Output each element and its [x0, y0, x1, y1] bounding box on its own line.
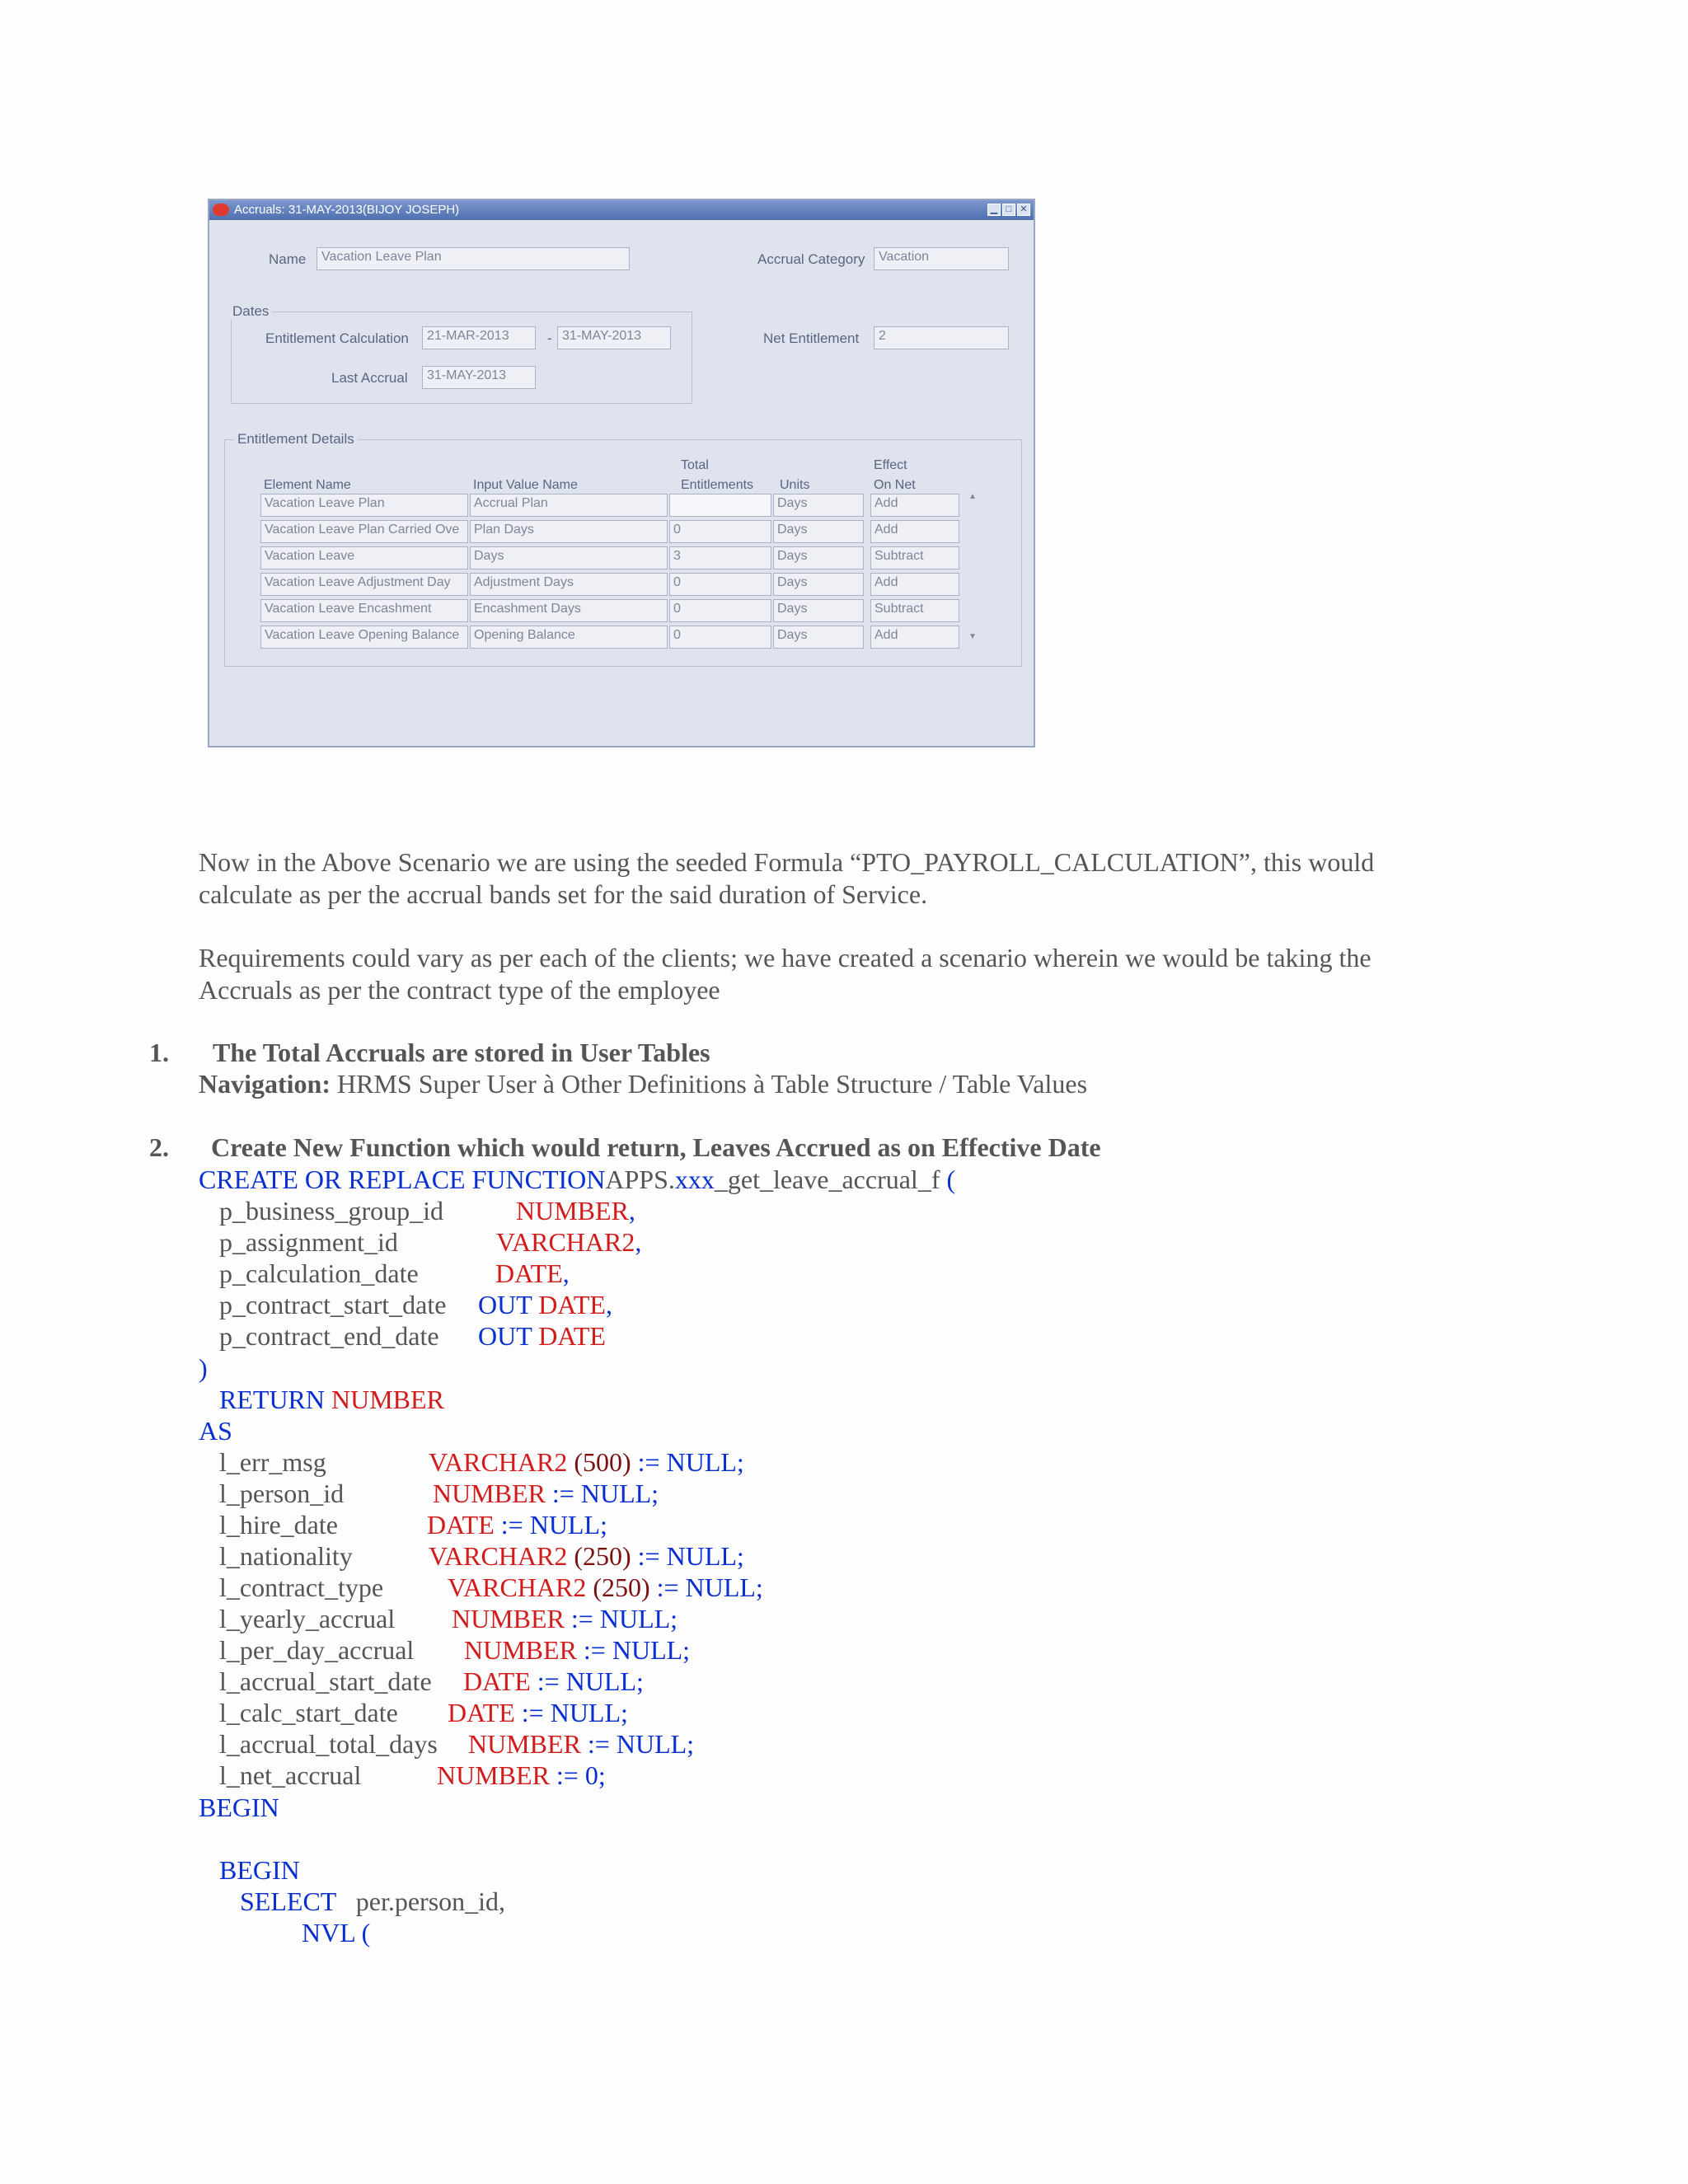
window-titlebar	[209, 200, 1034, 220]
variable-name: l_yearly_accrual	[219, 1604, 396, 1633]
table-scrollbar[interactable]	[961, 492, 984, 645]
variable-initializer: := NULL;	[564, 1604, 678, 1633]
column-header-effect-line2: On Net	[874, 478, 916, 492]
variable-type-line	[464, 1634, 690, 1666]
net-entitlement-field[interactable]: 2	[874, 326, 1009, 349]
cell-element-name[interactable]: Vacation Leave Opening Balance	[260, 626, 468, 649]
select-column: per.person_id,	[355, 1886, 506, 1916]
variable-name: l_nationality	[219, 1541, 353, 1571]
variable-initializer: := NULL;	[580, 1729, 695, 1759]
param-separator: ,	[562, 1258, 570, 1288]
variable-type-line	[437, 1760, 606, 1792]
cell-element-name[interactable]: Vacation Leave	[260, 546, 468, 569]
minimize-icon[interactable]: ▁	[987, 204, 1001, 216]
cell-units[interactable]: Days	[773, 599, 864, 622]
variable-name: l_person_id	[219, 1479, 345, 1508]
navigation-label: Navigation:	[199, 1069, 331, 1099]
requirements-paragraph	[199, 942, 1484, 1006]
cell-total-entitlements[interactable]: 0	[669, 520, 771, 543]
close-paren: )	[199, 1353, 208, 1383]
column-header-total-line1: Total	[681, 458, 709, 472]
maximize-icon[interactable]: □	[1002, 204, 1015, 216]
cell-input-value-name[interactable]: Accrual Plan	[470, 494, 668, 517]
cell-element-name[interactable]: Vacation Leave Encashment	[260, 599, 468, 622]
net-entitlement-label: Net Entitlement	[763, 330, 860, 346]
param-separator: ,	[635, 1227, 642, 1257]
variable-initializer: := NULL;	[514, 1698, 628, 1727]
select-keyword: SELECT	[240, 1886, 336, 1916]
begin-keyword-outer: BEGIN	[199, 1793, 279, 1822]
nvl-function: NVL (	[302, 1918, 371, 1947]
param-type-line	[478, 1320, 606, 1352]
cell-input-value-name[interactable]: Opening Balance	[470, 626, 668, 649]
variable-type-line	[452, 1603, 678, 1635]
begin-keyword-inner: BEGIN	[219, 1855, 300, 1885]
variable-type: DATE	[463, 1666, 531, 1696]
entitlement-to-date-field[interactable]: 31-MAY-2013	[557, 326, 671, 349]
variable-size: (250)	[574, 1541, 631, 1571]
cell-total-entitlements[interactable]: 0	[669, 626, 771, 649]
variable-type: NUMBER	[437, 1760, 550, 1790]
variable-name: l_calc_start_date	[219, 1698, 398, 1727]
navigation-path: HRMS Super User à Other Definitions à Table Structure / Table Values	[331, 1069, 1088, 1099]
cell-effect-on-net[interactable]: Add	[870, 520, 959, 543]
function-name-suffix: _get_leave_accrual_f	[714, 1165, 947, 1194]
column-header-effect-line1: Effect	[874, 458, 907, 472]
cell-total-entitlements[interactable]: 3	[669, 546, 771, 569]
code-create-line	[199, 1164, 955, 1196]
column-header-element-name: Element Name	[264, 478, 351, 492]
return-keyword: RETURN	[219, 1385, 325, 1414]
param-type: DATE	[495, 1258, 563, 1288]
cell-units[interactable]: Days	[773, 573, 864, 596]
param-type-line	[478, 1289, 612, 1321]
window-title: Accruals: 31-MAY-2013(BIJOY JOSEPH)	[234, 203, 460, 217]
param-out-keyword: OUT	[478, 1290, 539, 1319]
variable-initializer: := NULL;	[649, 1572, 763, 1602]
param-name: p_assignment_id	[219, 1227, 398, 1257]
cell-units[interactable]: Days	[773, 520, 864, 543]
item1-heading: The Total Accruals are stored in User Tables	[213, 1038, 710, 1067]
navigation-line	[199, 1068, 1087, 1100]
param-name: p_contract_end_date	[219, 1321, 439, 1351]
requirements-paragraph-line1: Requirements could vary as per each of the clients; we have created a scenario wherein we would be taking the	[199, 943, 1372, 972]
variable-type: NUMBER	[468, 1729, 581, 1759]
variable-initializer: := NULL;	[576, 1635, 691, 1665]
cell-units[interactable]: Days	[773, 626, 864, 649]
cell-total-entitlements[interactable]: 0	[669, 599, 771, 622]
param-type: VARCHAR2	[496, 1227, 635, 1257]
variable-name: l_hire_date	[219, 1510, 338, 1540]
cell-effect-on-net[interactable]: Subtract	[870, 546, 959, 569]
variable-type: VARCHAR2	[429, 1447, 568, 1477]
variable-type: NUMBER	[464, 1635, 577, 1665]
item2-heading: Create New Function which would return, Leaves Accrued as on Effective Date	[211, 1132, 1101, 1162]
last-accrual-label: Last Accrual	[331, 370, 408, 386]
date-range-separator: -	[547, 330, 552, 346]
param-type-line	[495, 1258, 570, 1290]
cell-input-value-name[interactable]: Adjustment Days	[470, 573, 668, 596]
param-type: NUMBER	[516, 1196, 629, 1226]
variable-type-line	[448, 1697, 628, 1729]
return-type: NUMBER	[331, 1385, 444, 1414]
variable-type: DATE	[448, 1698, 515, 1727]
variable-name: l_accrual_total_days	[219, 1729, 438, 1759]
last-accrual-field[interactable]: 31-MAY-2013	[422, 366, 536, 389]
param-out-keyword: OUT	[478, 1321, 539, 1351]
name-label: Name	[269, 251, 307, 267]
variable-name: l_err_msg	[219, 1447, 326, 1477]
close-icon[interactable]: ✕	[1017, 204, 1030, 216]
entitlement-details-title: Entitlement Details	[234, 431, 358, 448]
create-keyword: CREATE OR REPLACE FUNCTION	[199, 1165, 606, 1194]
variable-type-line	[468, 1728, 694, 1760]
list-number-2: 2.	[149, 1132, 169, 1162]
name-field[interactable]: Vacation Leave Plan	[316, 247, 630, 270]
param-name: p_business_group_id	[219, 1196, 443, 1226]
as-keyword: AS	[199, 1416, 232, 1446]
variable-initializer: := 0;	[549, 1760, 606, 1790]
dates-group-title: Dates	[229, 303, 272, 320]
variable-size: (250)	[593, 1572, 650, 1602]
variable-initializer: := NULL;	[631, 1541, 744, 1571]
param-type: DATE	[538, 1290, 606, 1319]
variable-type-line	[427, 1509, 607, 1541]
variable-initializer: := NULL;	[530, 1666, 644, 1696]
list-number-1: 1.	[149, 1038, 169, 1067]
variable-type: DATE	[427, 1510, 495, 1540]
cell-input-value-name[interactable]: Plan Days	[470, 520, 668, 543]
cell-units[interactable]: Days	[773, 494, 864, 517]
param-type-line	[496, 1226, 641, 1258]
accrual-category-label: Accrual Category	[757, 251, 865, 267]
param-name: p_contract_start_date	[219, 1290, 447, 1319]
variable-type-line	[463, 1666, 644, 1698]
param-name: p_calculation_date	[219, 1258, 419, 1288]
variable-type-line	[448, 1572, 763, 1604]
variable-name: l_net_accrual	[219, 1760, 362, 1790]
variable-type: VARCHAR2	[448, 1572, 587, 1602]
entitlement-from-date-field[interactable]: 21-MAR-2013	[422, 326, 536, 349]
cell-input-value-name[interactable]: Days	[470, 546, 668, 569]
cell-effect-on-net[interactable]: Add	[870, 626, 959, 649]
param-separator: ,	[605, 1290, 612, 1319]
scroll-down-icon[interactable]: ▼	[968, 632, 977, 641]
select-line	[240, 1886, 505, 1918]
cell-element-name[interactable]: Vacation Leave Adjustment Day	[260, 573, 468, 596]
param-separator: ,	[628, 1196, 635, 1226]
cell-element-name[interactable]: Vacation Leave Plan Carried Ove	[260, 520, 468, 543]
function-name-xxx: xxx	[674, 1165, 715, 1194]
column-header-units: Units	[780, 478, 810, 492]
cell-effect-on-net[interactable]: Add	[870, 573, 959, 596]
variable-size: (500)	[574, 1447, 631, 1477]
scenario-paragraph	[199, 846, 1484, 911]
open-paren: (	[946, 1165, 956, 1194]
variable-type: NUMBER	[452, 1604, 565, 1633]
column-header-total-line2: Entitlements	[681, 478, 754, 492]
cell-total-entitlements[interactable]	[669, 494, 771, 517]
entitlement-calculation-label: Entitlement Calculation	[265, 330, 409, 346]
variable-initializer: := NULL;	[631, 1447, 744, 1477]
column-header-input-value-name: Input Value Name	[473, 478, 578, 492]
return-line	[219, 1384, 444, 1416]
cell-effect-on-net[interactable]: Add	[870, 494, 959, 517]
variable-type: VARCHAR2	[429, 1541, 568, 1571]
cell-total-entitlements[interactable]: 0	[669, 573, 771, 596]
variable-initializer: := NULL;	[494, 1510, 607, 1540]
accrual-category-field[interactable]: Vacation	[874, 247, 1009, 270]
dates-group	[231, 312, 692, 404]
accruals-window	[208, 199, 1035, 748]
cell-effect-on-net[interactable]: Subtract	[870, 599, 959, 622]
param-type: DATE	[538, 1321, 606, 1351]
scenario-paragraph-line1: Now in the Above Scenario we are using the seeded Formula “PTO_PAYROLL_CALCULATION”, this would	[199, 847, 1375, 877]
variable-name: l_accrual_start_date	[219, 1666, 432, 1696]
cell-element-name[interactable]: Vacation Leave Plan	[260, 494, 468, 517]
variable-initializer: := NULL;	[545, 1479, 659, 1508]
variable-type-line	[433, 1478, 659, 1510]
oracle-logo-icon	[213, 204, 229, 216]
param-type-line	[516, 1195, 635, 1227]
cell-units[interactable]: Days	[773, 546, 864, 569]
variable-name: l_contract_type	[219, 1572, 384, 1602]
scroll-up-icon[interactable]: ▲	[968, 492, 977, 501]
variable-type-line	[429, 1540, 744, 1572]
variable-type: NUMBER	[433, 1479, 546, 1508]
variable-name: l_per_day_accrual	[219, 1635, 415, 1665]
requirements-paragraph-line2: Accruals as per the contract type of the employee	[199, 975, 720, 1005]
function-name-prefix: APPS.	[605, 1165, 675, 1194]
cell-input-value-name[interactable]: Encashment Days	[470, 599, 668, 622]
scenario-paragraph-line2: calculate as per the accrual bands set for the said duration of Service.	[199, 879, 928, 909]
variable-type-line	[429, 1446, 744, 1479]
